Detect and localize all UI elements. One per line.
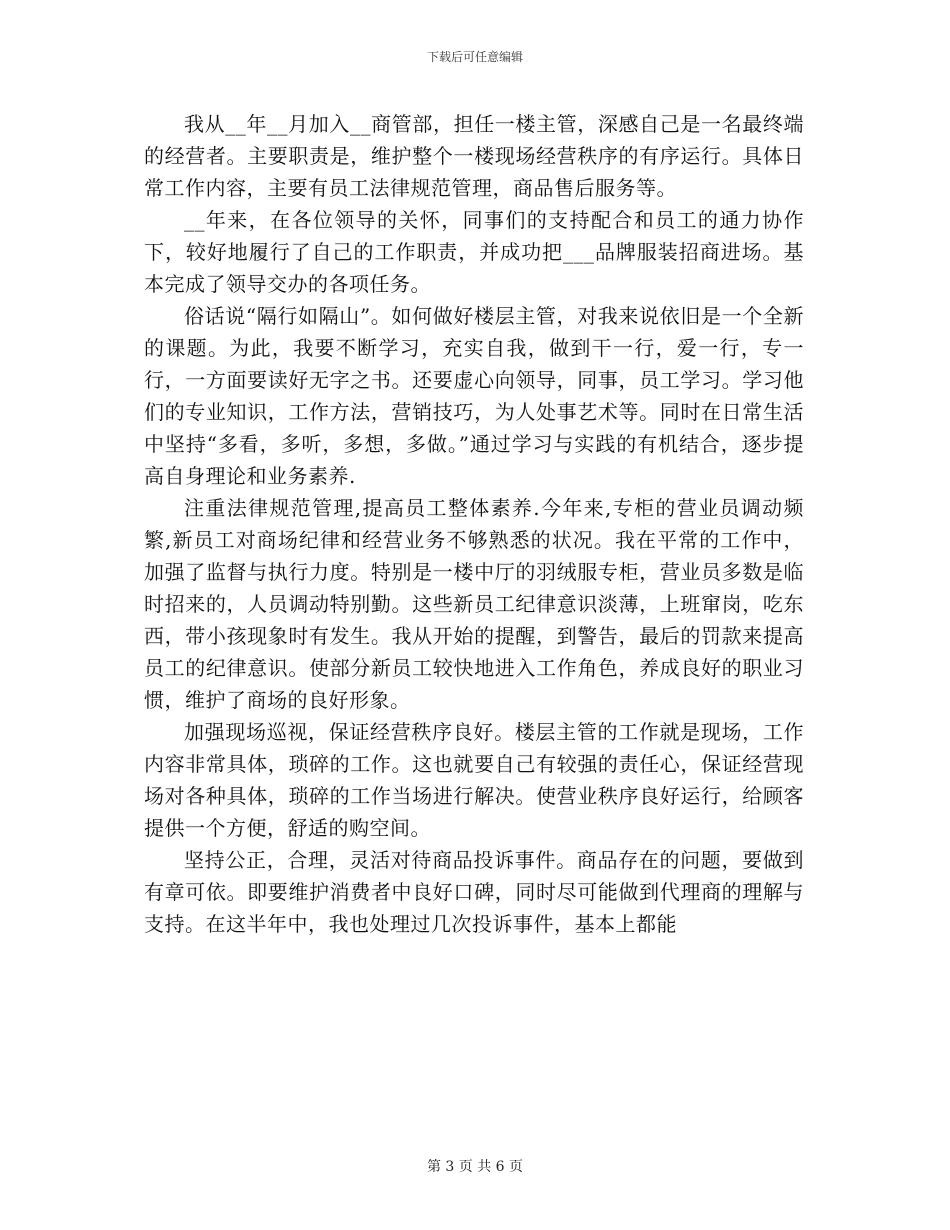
paragraph-5: 加强现场巡视，保证经营秩序良好。楼层主管的工作就是现场，工作内容非常具体，琐碎的工作。这也就要自己有较强的责任心，保证经营现场对各种具体，琐碎的工作当场进行解决。使营业秩序良好运行，给顾客提供一个方便，舒适的购空间。 — [144, 720, 804, 840]
paragraph-2: __年来，在各位领导的关怀，同事们的支持配合和员工的通力协作下，较好地履行了自己的工作职责，并成功把___品牌服装招商进场。基本完成了领导交办的各项任务。 — [144, 208, 804, 296]
paragraph-4: 注重法律规范管理,提高员工整体素养.今年来,专柜的营业员调动频繁,新员工对商场纪律和经营业务不够熟悉的状况。我在平常的工作中，加强了监督与执行力度。特别是一楼中厅的羽绒服专柜，营业员多数是临时招来的，人员调动特别勤。这些新员工纪律意识淡薄，上班窜岗，吃东西，带小孩现象时有发生。我从开始的提醒，到警告，最后的罚款来提高员工的纪律意识。使部分新员工较快地进入工作角色，养成良好的职业习惯，维护了商场的良好形象。 — [144, 496, 804, 712]
page-number-footer: 第 3 页 共 6 页 — [426, 1159, 524, 1175]
paragraph-1: 我从__年__月加入__商管部，担任一楼主管，深感自己是一名最终端的经营者。主要职责是，维护整个一楼现场经营秩序的有序运行。具体日常工作内容，主要有员工法律规范管理，商品售后服务等。 — [144, 112, 804, 200]
paragraph-3: 俗话说“隔行如隔山”。如何做好楼层主管，对我来说依旧是一个全新的课题。为此，我要不断学习，充实自我，做到干一行，爱一行，专一行，一方面要读好无字之书。还要虚心向领导，同事，员工学习。学习他们的专业知识，工作方法，营销技巧，为人处事艺术等。同时在日常生活中坚持“多看，多听，多想，多做。”通过学习与实践的有机结合，逐步提高自身理论和业务素养. — [144, 304, 804, 488]
document-body — [144, 108, 804, 940]
page-header-note: 下载后可任意编辑 — [426, 50, 523, 64]
paragraph-6: 坚持公正，合理，灵活对待商品投诉事件。商品存在的问题，要做到有章可依。即要维护消费者中良好口碑，同时尽可能做到代理商的理解与支持。在这半年中，我也处理过几次投诉事件，基本上都能 — [144, 848, 804, 936]
